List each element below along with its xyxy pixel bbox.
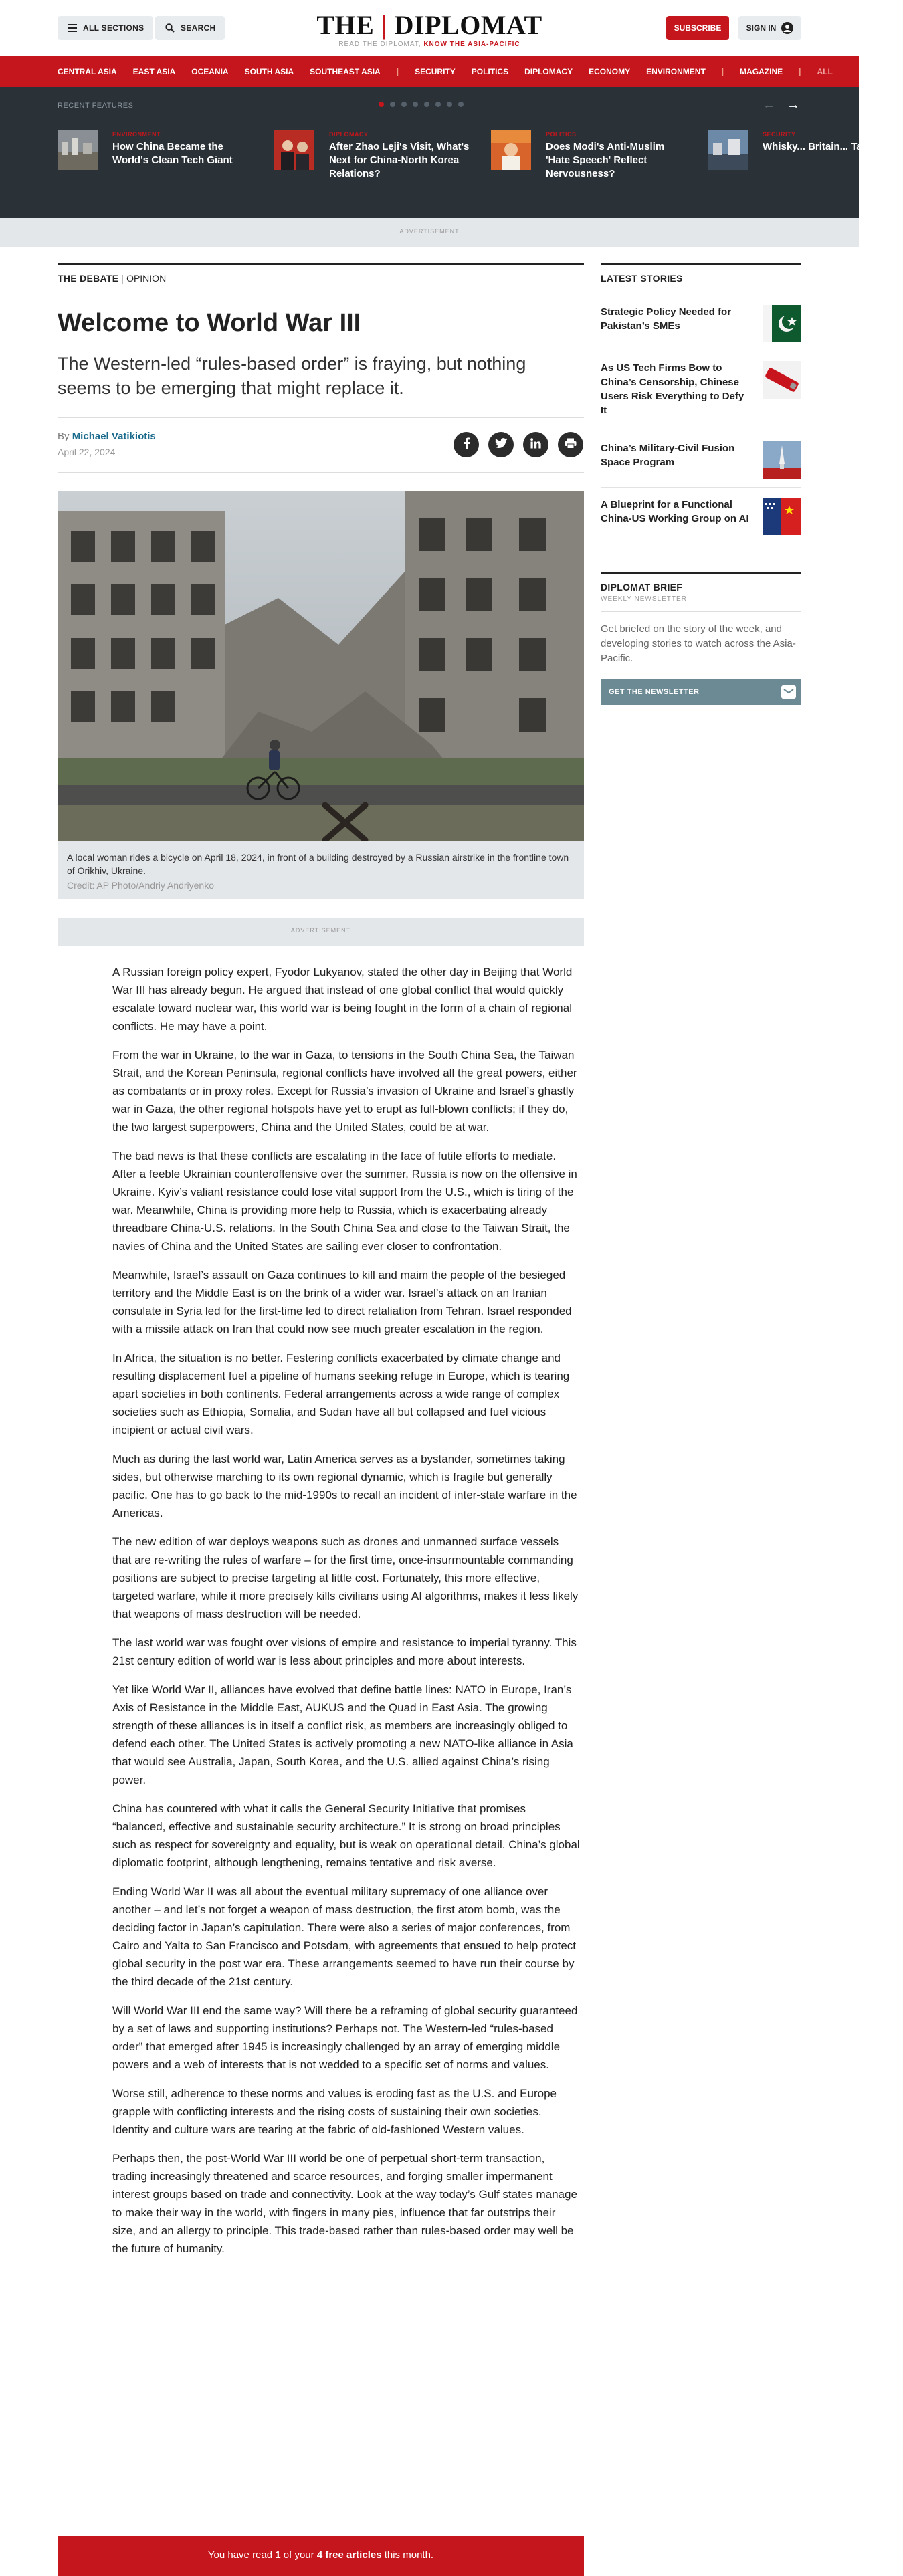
newsletter-description: Get briefed on the story of the week, and developing stories to watch across the Asia-Pacific. (601, 623, 796, 664)
paywall-meter (58, 2536, 584, 2576)
feature-thumbnail (58, 130, 98, 170)
author-link[interactable]: Michael Vatikiotis (72, 431, 156, 442)
feature-title[interactable]: Does Modi's Anti-Muslim 'Hate Speech' Reflect Nervousness? (546, 141, 665, 179)
article-paragraph: Much as during the last world war, Latin America serves as a bystander, sometimes taking sides, but otherwise marching to its own regional dynamic, which is fragile but generally pacific. One has to go back to the mid-1990s to recall an incident of inter-state warfare in the Americas. (112, 1453, 577, 1519)
paywall-prefix: You have read (207, 2549, 273, 2561)
nav-item-all[interactable]: ALL (817, 67, 833, 76)
nav-item-magazine[interactable]: MAGAZINE (740, 67, 783, 76)
paywall-limit: 4 free articles (316, 2549, 382, 2561)
nav-item-south-asia[interactable]: SOUTH ASIA (244, 67, 294, 76)
latest-stories-title: LATEST STORIES (601, 273, 683, 284)
sidebar-top-rule (601, 263, 801, 265)
search-label: SEARCH (181, 23, 216, 33)
kicker-divider: | (121, 273, 124, 284)
paywall-count: 1 (275, 2549, 281, 2561)
image-credit: Credit: AP Photo/Andriy Andriyenko (67, 880, 214, 891)
article-paragraph: China has countered with what it calls the General Security Initiative that promises “balanced, effective and sustainable security architecture.” It is strong on broad principles such as respect for sovereignty and equality, but is weak on operational detail. China’s global diplomatic footprint, although lengthening, remains tentative and risk averse. (112, 1802, 580, 1869)
mail-icon (781, 685, 796, 699)
nav-item-diplomacy[interactable]: DIPLOMACY (524, 67, 573, 76)
carousel-dot[interactable] (379, 102, 384, 107)
feature-category: SECURITY (763, 131, 796, 138)
recent-features (0, 87, 893, 218)
article-kicker (58, 273, 166, 284)
byline (58, 431, 156, 442)
tagline-prefix: READ THE DIPLOMAT, (338, 41, 421, 48)
nav-separator: | (721, 67, 724, 76)
article-paragraph: Meanwhile, Israel’s assault on Gaza continues to kill and maim the people of the besieged territory and the Middle East is on the brink of a wider war. Israel’s attack on an Iranian consulate in Syria led for the first-time led to direct retaliation from Tehran. Israel responded with a missile attack on Iran that could now see much greater escalation in the region. (112, 1269, 572, 1335)
ad-label: ADVERTISEMENT (290, 927, 351, 934)
feature-title[interactable]: After Zhao Leji's Visit, What's Next for China-North Korea Relations? (329, 141, 470, 179)
logo-divider: | (374, 10, 395, 40)
feature-card[interactable] (491, 130, 692, 190)
latest-story-title[interactable]: A Blueprint for a Functional China-US Working Group on AI (601, 499, 749, 524)
carousel-dot[interactable] (458, 102, 464, 107)
hero-image (58, 491, 584, 841)
carousel-dot[interactable] (447, 102, 452, 107)
site-header (0, 0, 859, 56)
all-sections-label: ALL SECTIONS (83, 23, 144, 33)
print-icon (565, 438, 577, 452)
image-caption (58, 841, 584, 899)
article-paragraph: A Russian foreign policy expert, Fyodor Lukyanov, stated the other day in Beijing that World War III has already begun. He argued that instead of one global conflict that would quickly escalate toward nuclear war, this world war is being fought in the form of a chain of regional conflicts. He may have a point. (112, 966, 573, 1033)
main-nav (0, 56, 859, 87)
divider (58, 417, 584, 418)
newsletter-button-label: GET THE NEWSLETTER (609, 688, 700, 696)
nav-separator: | (799, 67, 801, 76)
carousel-next-icon[interactable]: → (787, 98, 800, 112)
nav-item-security[interactable]: SECURITY (415, 67, 456, 76)
feature-category: DIPLOMACY (329, 131, 369, 138)
tagline-emphasis: KNOW THE ASIA-PACIFIC (423, 41, 520, 48)
feature-thumbnail (491, 130, 531, 170)
feature-category: POLITICS (546, 131, 577, 138)
byline-prefix: By (58, 431, 70, 442)
newsletter-title: DIPLOMAT BRIEF (601, 582, 683, 593)
facebook-icon (462, 437, 471, 453)
nav-item-environment[interactable]: ENVIRONMENT (646, 67, 706, 76)
twitter-share-button[interactable] (488, 432, 514, 457)
article-paragraph: The bad news is that these conflicts are escalating in the face of futile efforts to mediate. After a feeble Ukrainian counteroffensive over the summer, Russia is now on the offensive in Ukraine. Kyiv’s valiant resistance could lose vital support from the U.S., which is tiring of the war. Meanwhile, China is providing more help to Russia, which is exacerbating already threadbare China-U.S. relations. In the South China Sea and close to the Taiwan Strait, the navies of China and the United States are sailing ever closer to confrontation. (112, 1150, 577, 1253)
ad-label: ADVERTISEMENT (399, 228, 460, 235)
sign-in-label: SIGN IN (746, 23, 777, 33)
sign-in-button[interactable] (738, 16, 801, 40)
nav-item-southeast-asia[interactable]: SOUTHEAST ASIA (310, 67, 381, 76)
latest-story-thumbnail[interactable] (763, 441, 801, 479)
paywall-middle: of your (283, 2549, 314, 2561)
article-paragraph: The new edition of war deploys weapons such as drones and unmanned surface vessels that are re-writing the rules of warfare – for the first time, once-insurmountable commanding positions are subject to precise targeting at little cost. Fortunately, this more effective, targeted warfare, while it more precisely kills civilians using AI algorithms, makes it less likely that weapons of mass destruction will be needed. (112, 1535, 579, 1620)
article-paragraph: In Africa, the situation is no better. Festering conflicts exacerbated by climate change and resulting displacement fuel a pipeline of humans seeking refuge in Europe, which is tearing apart societies in both continents. Federal arrangements across a wide range of complex societies such as Ethiopia, Somalia, and Sudan have all but collapsed and fuel vicious incipient or actual civil wars. (112, 1352, 570, 1436)
feature-thumbnail (708, 130, 748, 170)
latest-story-thumbnail[interactable] (763, 498, 801, 535)
carousel-dots (379, 102, 470, 107)
ad-banner (0, 218, 859, 247)
ad-inline (58, 918, 584, 946)
logo-the: THE (316, 10, 375, 40)
article-paragraph: Ending World War II was all about the eventual military supremacy of one alliance over another – and let’s not forget a weapon of mass destruction, the first atom bomb, was the deciding factor in Japan’s capitulation. There were also a series of major conferences, from Cairo and Yalta to San Francisco and Potsdam, with agreements that ensued to help protect global security in the post war era. These arrangements seemed to have run their course by the third decade of the 21st century. (112, 1885, 576, 1988)
carousel-prev-icon[interactable]: ← (763, 98, 776, 112)
article-paragraph: Worse still, adherence to these norms and values is eroding fast as the U.S. and Europe grapple with conflicting interests and the rising costs of sustaining their own societies. Identity and culture wars are tearing at the fabric of old-fashioned Western values. (112, 2087, 557, 2136)
article-paragraph: From the war in Ukraine, to the war in Gaza, to tensions in the South China Sea, the Taiwan Strait, and the Korean Peninsula, regional conflicts have involved all the great powers, either as combatants or in proxy roles. Except for Russia’s invasion of Ukraine and Israel’s ghastly war in Gaza, the other regional hotspots have yet to erupt as full-blown conflicts; if they do, the two largest superpowers, China and the United States, could be at war. (112, 1049, 577, 1134)
article-top-rule (58, 263, 584, 265)
nav-item-economy[interactable]: ECONOMY (589, 67, 631, 76)
logo-name: DIPLOMAT (394, 10, 542, 40)
feature-category: ENVIRONMENT (112, 131, 161, 138)
feature-card[interactable] (274, 130, 475, 190)
nav-item-central-asia[interactable]: CENTRAL ASIA (58, 67, 117, 76)
carousel-dot[interactable] (424, 102, 429, 107)
article-body (112, 963, 581, 2268)
recent-features-label: RECENT FEATURES (58, 102, 134, 110)
twitter-icon (495, 438, 507, 451)
feature-card[interactable] (708, 130, 893, 190)
latest-story-title[interactable]: Strategic Policy Needed for Pakistan’s SMEs (601, 306, 732, 332)
carousel-dot[interactable] (413, 102, 418, 107)
nav-item-east-asia[interactable]: EAST ASIA (132, 67, 176, 76)
feature-card[interactable] (58, 130, 258, 190)
feature-title[interactable]: Whisky... Britain... Taiwan... (763, 141, 893, 152)
sidebar-rule (601, 572, 801, 574)
article-type: OPINION (126, 273, 167, 284)
article-paragraph: Perhaps then, the post-World War III world be one of perpetual short-term transaction, trading increasingly threatened and scarce resources, and forging smaller impermanent interest groups based on trade and connectivity. Look at the way today’s Gulf states manage to make their way in the world, with fingers in many pies, influence that far outstrips their size, and an allergy to principle. This trade-based rather than rules-based order may well be the future of humanity. (112, 2152, 577, 2255)
linkedin-icon (530, 438, 541, 452)
newsletter-subtitle: WEEKLY NEWSLETTER (601, 595, 687, 603)
publish-date: April 22, 2024 (58, 447, 116, 457)
latest-story-thumbnail[interactable] (763, 305, 801, 342)
caption-text: A local woman rides a bicycle on April 18, 2024, in front of a building destroyed by a Russian airstrike in the frontline town of Orikhiv, Ukraine. (67, 852, 569, 876)
section-label[interactable]: THE DEBATE (58, 273, 119, 284)
latest-story-title[interactable]: China’s Military-Civil Fusion Space Program (601, 443, 735, 468)
newsletter-button[interactable] (601, 679, 801, 705)
feature-thumbnail (274, 130, 314, 170)
article-dek: The Western-led “rules-based order” is fraying, but nothing seems to be emerging that might replace it. (58, 354, 526, 398)
linkedin-share-button[interactable] (523, 432, 548, 457)
carousel-dot[interactable] (390, 102, 395, 107)
article-title: Welcome to World War III (58, 309, 361, 337)
paywall-suffix: this month. (384, 2549, 434, 2561)
article-paragraph: Will World War III end the same way? Will there be a reframing of global security guaranteed by a set of laws and supporting institutions? Perhaps not. The Western-led “rules-based order” that emerged after 1945 is increasingly challenged by an array of emerging middle powers and a web of interests that is not wedded to a specific set of norms and values. (112, 2004, 578, 2071)
carousel-dot[interactable] (435, 102, 441, 107)
article-paragraph: Yet like World War II, alliances have evolved that define battle lines: NATO in Europe, Iran’s Axis of Resistance in the Middle East, AUKUS and the Quad in East Asia. The growing strength of these alliances is in itself a conflict risk, as members are increasingly obliged to defend each other. The United States is actively promoting a new NATO-like alliance in Asia that would see Australia, Japan, South Korea, and the U.S. allied against China’s rising power. (112, 1683, 573, 1786)
divider (58, 472, 584, 473)
latest-story-title[interactable]: As US Tech Firms Bow to China’s Censorship, Chinese Users Risk Everything to Defy It (601, 362, 744, 416)
feature-title[interactable]: How China Became the World's Clean Tech Giant (112, 141, 233, 166)
site-logo[interactable] (0, 9, 859, 48)
carousel-dot[interactable] (401, 102, 407, 107)
article-paragraph: The last world war was fought over visions of empire and resistance to imperial tyranny. This 21st century edition of world war is less about principles and more about interests. (112, 1636, 577, 1667)
user-icon (781, 22, 793, 34)
nav-separator: | (396, 67, 399, 76)
latest-story-thumbnail[interactable] (763, 361, 801, 399)
nav-item-oceania[interactable]: OCEANIA (191, 67, 229, 76)
subscribe-button[interactable]: SUBSCRIBE (666, 16, 729, 40)
nav-item-politics[interactable]: POLITICS (471, 67, 509, 76)
divider (601, 487, 801, 488)
print-button[interactable] (558, 432, 583, 457)
divider (601, 611, 801, 612)
facebook-share-button[interactable] (454, 432, 479, 457)
